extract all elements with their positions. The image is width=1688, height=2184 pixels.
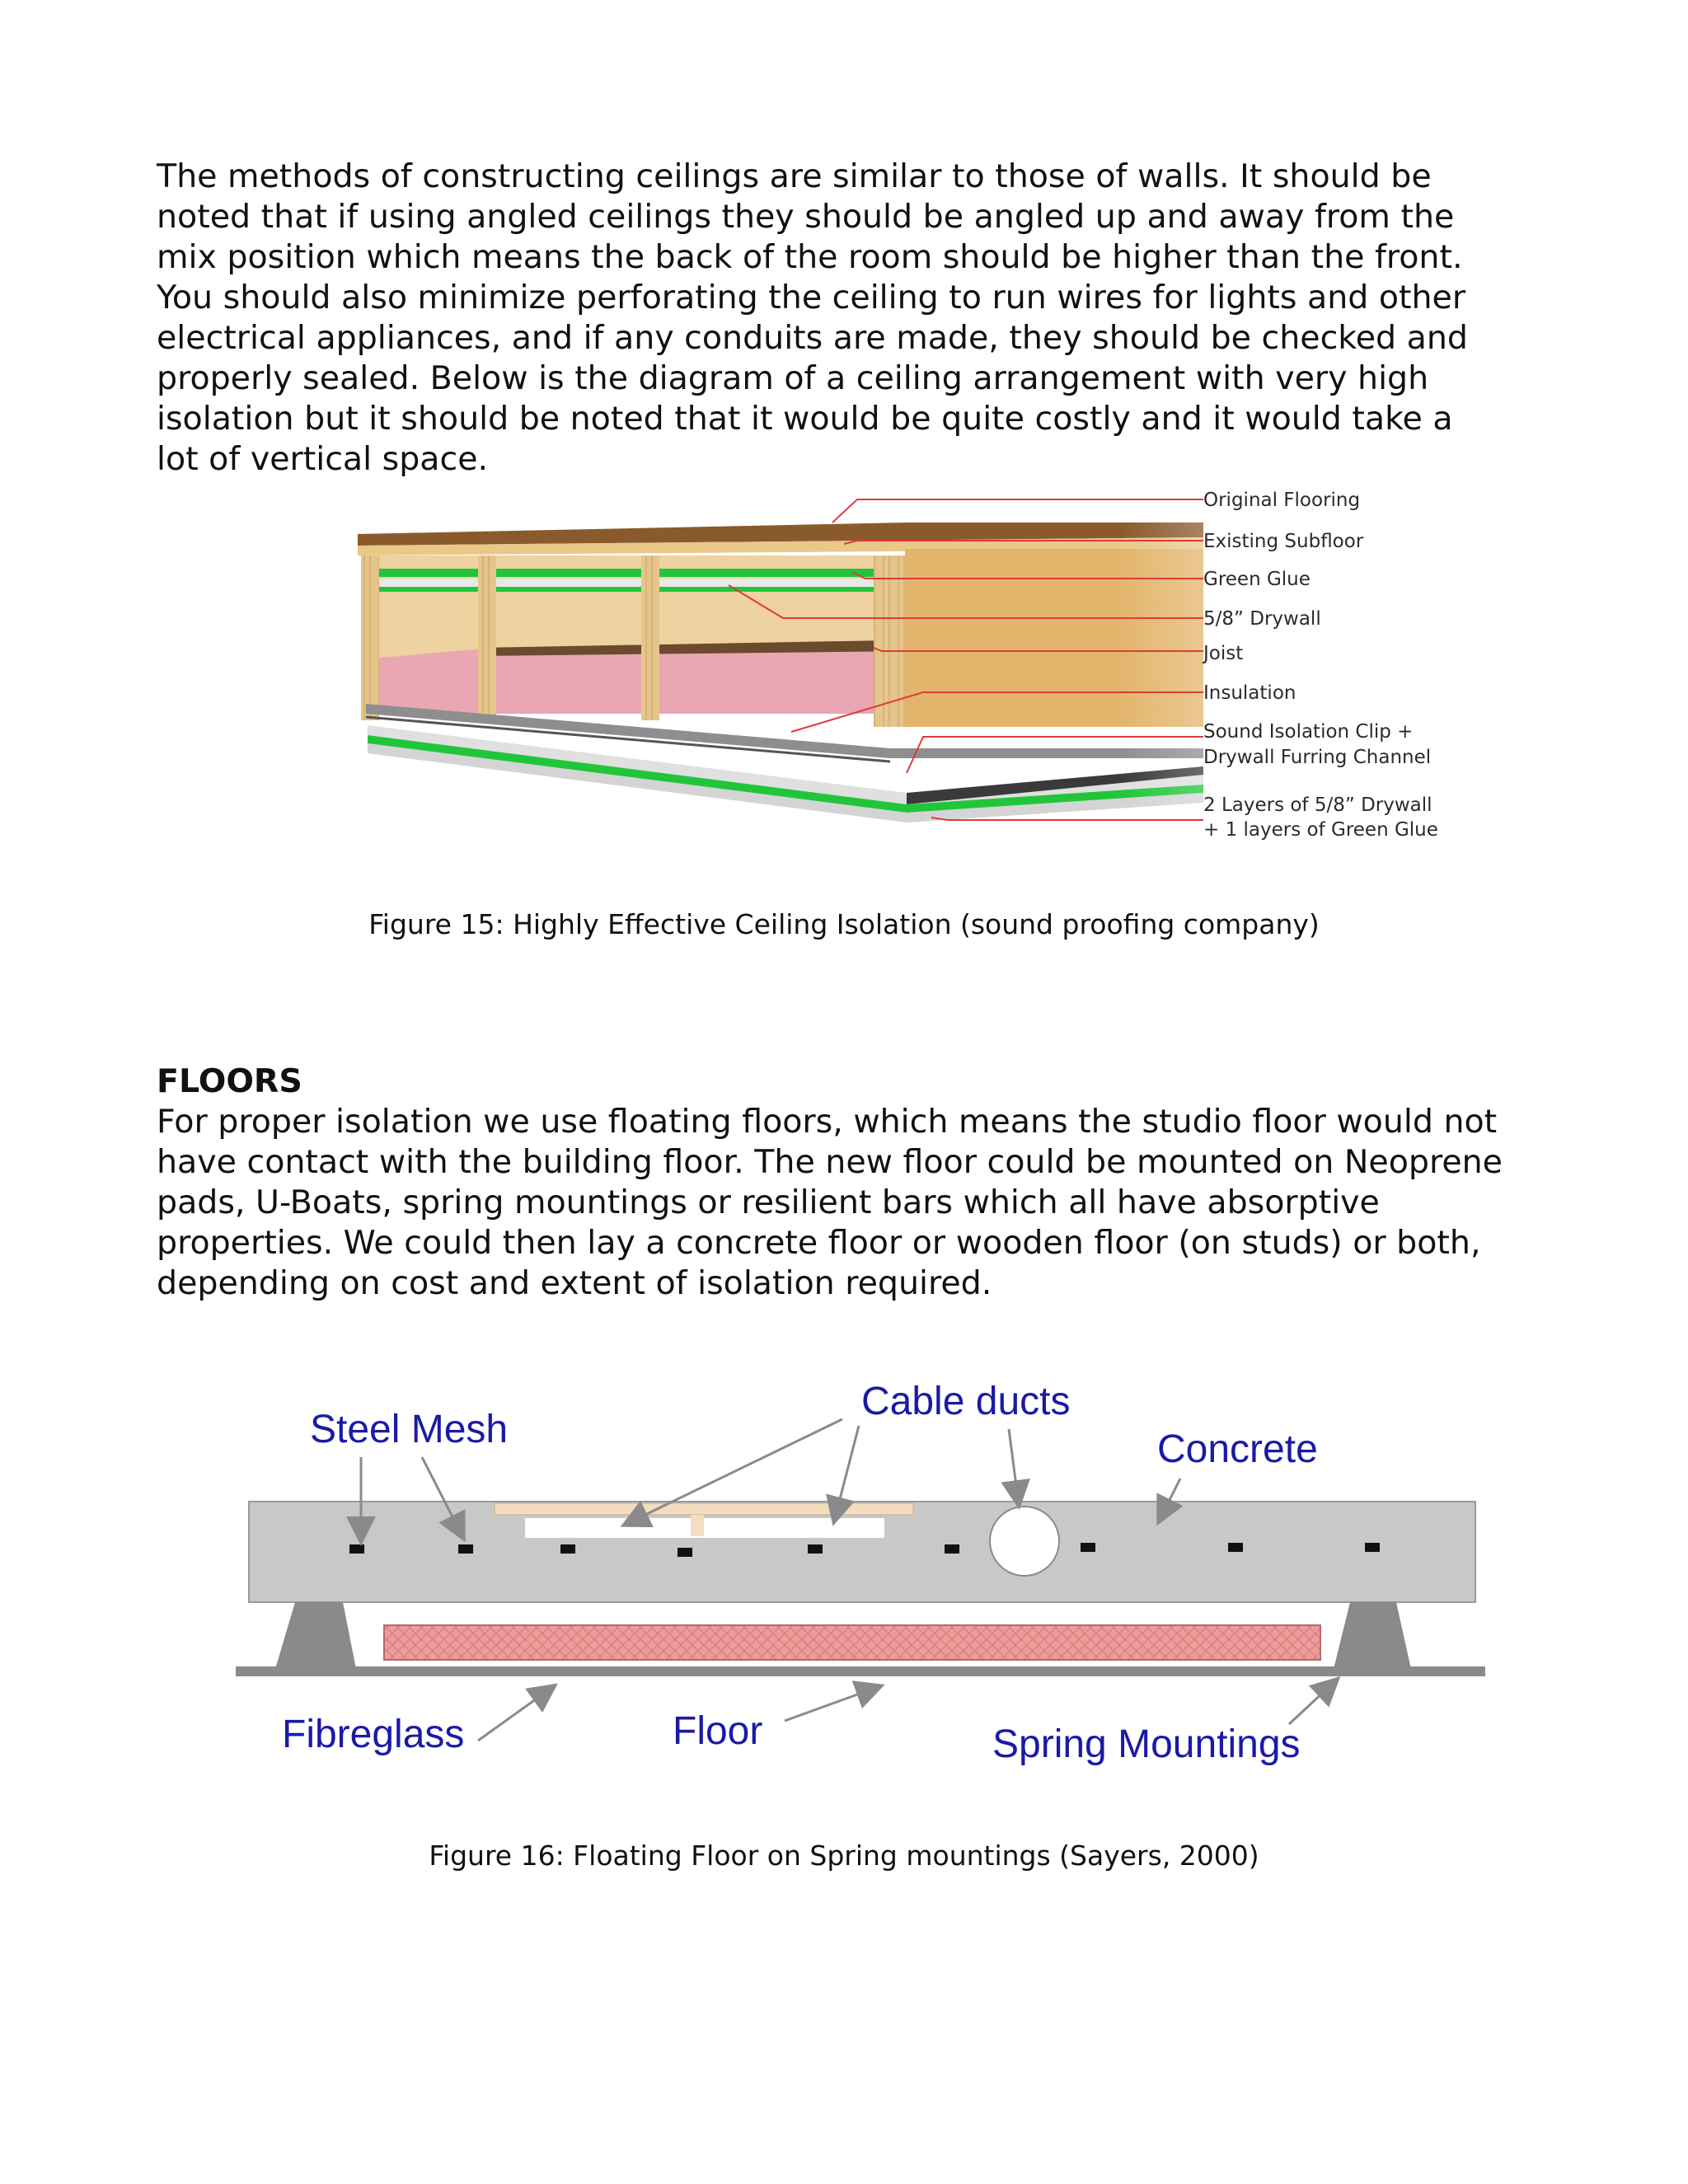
label-steel-mesh: Steel Mesh	[310, 1408, 509, 1451]
label-clip-line1: Sound Isolation Clip +	[1203, 721, 1414, 743]
label-insulation: Insulation	[1203, 682, 1296, 704]
ceiling-isolation-figure	[346, 486, 1451, 849]
label-cable-ducts: Cable ducts	[861, 1380, 1071, 1423]
intro-paragraph: The methods of constructing ceilings are similar to those of walls. It should be noted that if using angled ceilings they should be angled up and away from the mix position which means the back of the room should be higher than the front. You should also minimize perforating the ceiling to run wires for lights and other electrical appliances, and if any conduits are made, they should be checked and properly sealed. Below is the diagram of a ceiling arrangement with very high isolation but it should be noted that it would be quite costly and it would take a lot of vertical space.	[157, 157, 1468, 478]
label-fibreglass: Fibreglass	[282, 1713, 465, 1756]
label-spring-mountings: Spring Mountings	[992, 1722, 1301, 1766]
figure-15-caption: Figure 15: Highly Effective Ceiling Isolation (sound proofing company)	[368, 908, 1320, 940]
label-drywall: 5/8” Drywall	[1203, 608, 1321, 630]
label-layers-line2: + 1 layers of Green Glue	[1203, 819, 1438, 841]
floating-floor-cross-section	[236, 1502, 1485, 1676]
label-concrete: Concrete	[1157, 1427, 1318, 1471]
label-joist: Joist	[1203, 643, 1244, 664]
label-original-flooring: Original Flooring	[1203, 490, 1361, 511]
floors-paragraph: For proper isolation we use floating floors, which means the studio floor would not have contact with the building floor. The new floor could be mounted on Neoprene pads, U-Boats, spring mountings or resilient bars which all have absorptive properties. We could then lay a concrete floor or wooden floor (on studs) or both, depending on cost and extent of isolation required.	[157, 1103, 1503, 1302]
label-clip-line2: Drywall Furring Channel	[1203, 747, 1432, 768]
label-layers-line1: 2 Layers of 5/8” Drywall	[1203, 794, 1432, 816]
label-green-glue: Green Glue	[1203, 569, 1311, 590]
label-existing-subfloor: Existing Subfloor	[1203, 531, 1364, 552]
floors-heading: FLOORS	[157, 1062, 302, 1100]
label-floor: Floor	[673, 1709, 763, 1753]
floating-floor-figure	[231, 1368, 1500, 1780]
figure-16-caption: Figure 16: Floating Floor on Spring mountings (Sayers, 2000)	[429, 1840, 1259, 1872]
